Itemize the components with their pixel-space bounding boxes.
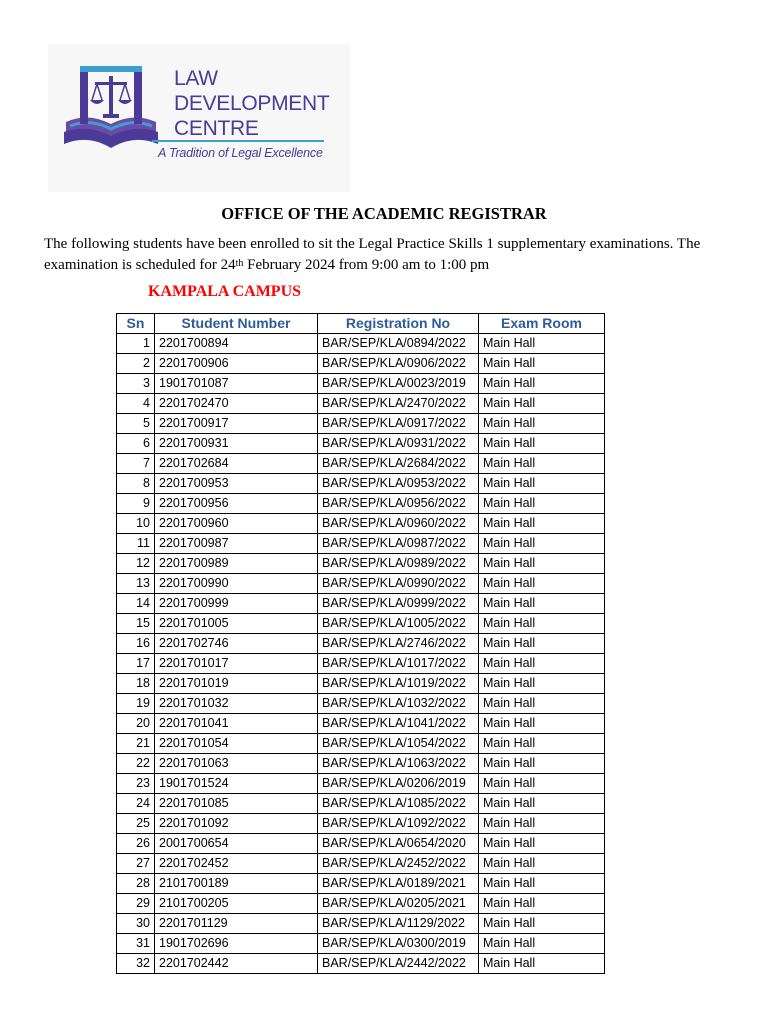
cell-exam-room: Main Hall xyxy=(479,794,605,814)
cell-student-number: 2201700999 xyxy=(155,594,318,614)
cell-sn: 24 xyxy=(117,794,155,814)
cell-student-number: 2101700189 xyxy=(155,874,318,894)
cell-registration-no: BAR/SEP/KLA/1032/2022 xyxy=(318,694,479,714)
table-row xyxy=(117,934,605,954)
cell-exam-room: Main Hall xyxy=(479,914,605,934)
cell-student-number: 2201701054 xyxy=(155,734,318,754)
table-row xyxy=(117,834,605,854)
cell-exam-room: Main Hall xyxy=(479,934,605,954)
table-row xyxy=(117,554,605,574)
cell-registration-no: BAR/SEP/KLA/1017/2022 xyxy=(318,654,479,674)
cell-sn: 19 xyxy=(117,694,155,714)
students-table xyxy=(116,313,605,974)
cell-registration-no: BAR/SEP/KLA/1019/2022 xyxy=(318,674,479,694)
cell-exam-room: Main Hall xyxy=(479,434,605,454)
cell-exam-room: Main Hall xyxy=(479,414,605,434)
scales-of-justice-icon xyxy=(62,62,160,152)
cell-registration-no: BAR/SEP/KLA/1129/2022 xyxy=(318,914,479,934)
table-row xyxy=(117,814,605,834)
logo-line-3: CENTRE xyxy=(174,117,259,140)
table-row xyxy=(117,694,605,714)
cell-sn: 29 xyxy=(117,894,155,914)
table-row xyxy=(117,674,605,694)
cell-sn: 17 xyxy=(117,654,155,674)
cell-sn: 16 xyxy=(117,634,155,654)
table-row xyxy=(117,374,605,394)
cell-sn: 3 xyxy=(117,374,155,394)
logo xyxy=(48,44,350,192)
cell-registration-no: BAR/SEP/KLA/2684/2022 xyxy=(318,454,479,474)
table-row xyxy=(117,854,605,874)
cell-registration-no: BAR/SEP/KLA/0300/2019 xyxy=(318,934,479,954)
cell-sn: 25 xyxy=(117,814,155,834)
cell-exam-room: Main Hall xyxy=(479,734,605,754)
cell-exam-room: Main Hall xyxy=(479,714,605,734)
cell-exam-room: Main Hall xyxy=(479,614,605,634)
table-row xyxy=(117,334,605,354)
table-row xyxy=(117,594,605,614)
cell-sn: 27 xyxy=(117,854,155,874)
cell-student-number: 2201701019 xyxy=(155,674,318,694)
cell-registration-no: BAR/SEP/KLA/2452/2022 xyxy=(318,854,479,874)
table-row xyxy=(117,574,605,594)
cell-exam-room: Main Hall xyxy=(479,694,605,714)
cell-student-number: 2201700956 xyxy=(155,494,318,514)
cell-registration-no: BAR/SEP/KLA/0999/2022 xyxy=(318,594,479,614)
cell-student-number: 2201702684 xyxy=(155,454,318,474)
cell-exam-room: Main Hall xyxy=(479,774,605,794)
cell-student-number: 1901701087 xyxy=(155,374,318,394)
cell-student-number: 2201702442 xyxy=(155,954,318,974)
table-row xyxy=(117,774,605,794)
cell-sn: 28 xyxy=(117,874,155,894)
cell-sn: 30 xyxy=(117,914,155,934)
header-exam-room: Exam Room xyxy=(479,314,605,334)
header-registration-no: Registration No xyxy=(318,314,479,334)
cell-student-number: 2001700654 xyxy=(155,834,318,854)
table-row xyxy=(117,614,605,634)
cell-registration-no: BAR/SEP/KLA/0206/2019 xyxy=(318,774,479,794)
table-header-row xyxy=(117,314,605,334)
cell-student-number: 2201700960 xyxy=(155,514,318,534)
table-row xyxy=(117,914,605,934)
logo-line-2: DEVELOPMENT xyxy=(174,92,330,115)
cell-sn: 5 xyxy=(117,414,155,434)
cell-sn: 21 xyxy=(117,734,155,754)
cell-student-number: 2201701032 xyxy=(155,694,318,714)
logo-divider xyxy=(152,140,324,142)
cell-sn: 9 xyxy=(117,494,155,514)
cell-exam-room: Main Hall xyxy=(479,754,605,774)
cell-exam-room: Main Hall xyxy=(479,854,605,874)
cell-sn: 14 xyxy=(117,594,155,614)
cell-student-number: 2101700205 xyxy=(155,894,318,914)
cell-sn: 10 xyxy=(117,514,155,534)
cell-student-number: 2201702746 xyxy=(155,634,318,654)
cell-registration-no: BAR/SEP/KLA/0931/2022 xyxy=(318,434,479,454)
cell-registration-no: BAR/SEP/KLA/2470/2022 xyxy=(318,394,479,414)
cell-exam-room: Main Hall xyxy=(479,814,605,834)
cell-sn: 26 xyxy=(117,834,155,854)
cell-registration-no: BAR/SEP/KLA/0987/2022 xyxy=(318,534,479,554)
table-row xyxy=(117,794,605,814)
cell-student-number: 2201700987 xyxy=(155,534,318,554)
table-row xyxy=(117,454,605,474)
cell-sn: 8 xyxy=(117,474,155,494)
cell-exam-room: Main Hall xyxy=(479,954,605,974)
header-student-number: Student Number xyxy=(155,314,318,334)
cell-exam-room: Main Hall xyxy=(479,634,605,654)
table-row xyxy=(117,394,605,414)
cell-sn: 32 xyxy=(117,954,155,974)
cell-student-number: 2201701092 xyxy=(155,814,318,834)
logo-tagline: A Tradition of Legal Excellence xyxy=(158,146,323,160)
cell-registration-no: BAR/SEP/KLA/0654/2020 xyxy=(318,834,479,854)
table-row xyxy=(117,514,605,534)
cell-exam-room: Main Hall xyxy=(479,494,605,514)
cell-student-number: 2201701017 xyxy=(155,654,318,674)
cell-registration-no: BAR/SEP/KLA/0906/2022 xyxy=(318,354,479,374)
cell-exam-room: Main Hall xyxy=(479,594,605,614)
header-sn: Sn xyxy=(117,314,155,334)
office-title: OFFICE OF THE ACADEMIC REGISTRAR xyxy=(221,204,547,223)
table-row xyxy=(117,894,605,914)
cell-sn: 22 xyxy=(117,754,155,774)
cell-registration-no: BAR/SEP/KLA/1041/2022 xyxy=(318,714,479,734)
cell-sn: 13 xyxy=(117,574,155,594)
cell-student-number: 2201700894 xyxy=(155,334,318,354)
cell-registration-no: BAR/SEP/KLA/0189/2021 xyxy=(318,874,479,894)
cell-registration-no: BAR/SEP/KLA/0960/2022 xyxy=(318,514,479,534)
intro-superscript: th xyxy=(235,258,244,269)
cell-exam-room: Main Hall xyxy=(479,334,605,354)
cell-exam-room: Main Hall xyxy=(479,454,605,474)
table-body xyxy=(117,334,605,974)
cell-registration-no: BAR/SEP/KLA/1085/2022 xyxy=(318,794,479,814)
intro-text-1: The following students have been enrolled to sit the Legal Practice Skills 1 supplementary examinations. The examination is scheduled for 24 xyxy=(44,236,701,273)
table-row xyxy=(117,654,605,674)
cell-student-number: 2201701129 xyxy=(155,914,318,934)
cell-student-number: 1901702696 xyxy=(155,934,318,954)
intro-text-2: February 2024 from 9:00 am to 1:00 pm xyxy=(243,257,490,273)
table-row xyxy=(117,874,605,894)
cell-student-number: 2201701063 xyxy=(155,754,318,774)
table-row xyxy=(117,494,605,514)
cell-student-number: 2201700989 xyxy=(155,554,318,574)
cell-exam-room: Main Hall xyxy=(479,674,605,694)
intro-paragraph xyxy=(44,234,724,276)
cell-student-number: 2201701005 xyxy=(155,614,318,634)
cell-exam-room: Main Hall xyxy=(479,574,605,594)
cell-registration-no: BAR/SEP/KLA/1092/2022 xyxy=(318,814,479,834)
cell-sn: 18 xyxy=(117,674,155,694)
cell-sn: 31 xyxy=(117,934,155,954)
cell-exam-room: Main Hall xyxy=(479,834,605,854)
cell-registration-no: BAR/SEP/KLA/0953/2022 xyxy=(318,474,479,494)
cell-registration-no: BAR/SEP/KLA/1063/2022 xyxy=(318,754,479,774)
cell-registration-no: BAR/SEP/KLA/0023/2019 xyxy=(318,374,479,394)
table-row xyxy=(117,534,605,554)
cell-sn: 20 xyxy=(117,714,155,734)
cell-sn: 7 xyxy=(117,454,155,474)
table-row xyxy=(117,634,605,654)
cell-registration-no: BAR/SEP/KLA/0956/2022 xyxy=(318,494,479,514)
table-row xyxy=(117,414,605,434)
cell-sn: 15 xyxy=(117,614,155,634)
cell-exam-room: Main Hall xyxy=(479,554,605,574)
cell-exam-room: Main Hall xyxy=(479,374,605,394)
cell-student-number: 2201702470 xyxy=(155,394,318,414)
cell-sn: 12 xyxy=(117,554,155,574)
campus-heading: KAMPALA CAMPUS xyxy=(148,283,302,300)
table-row xyxy=(117,714,605,734)
table-row xyxy=(117,754,605,774)
table-row xyxy=(117,734,605,754)
cell-registration-no: BAR/SEP/KLA/2746/2022 xyxy=(318,634,479,654)
cell-student-number: 2201700906 xyxy=(155,354,318,374)
cell-sn: 23 xyxy=(117,774,155,794)
cell-sn: 6 xyxy=(117,434,155,454)
cell-student-number: 1901701524 xyxy=(155,774,318,794)
cell-student-number: 2201700931 xyxy=(155,434,318,454)
cell-exam-room: Main Hall xyxy=(479,534,605,554)
cell-exam-room: Main Hall xyxy=(479,894,605,914)
cell-student-number: 2201701041 xyxy=(155,714,318,734)
cell-registration-no: BAR/SEP/KLA/0205/2021 xyxy=(318,894,479,914)
cell-student-number: 2201700953 xyxy=(155,474,318,494)
cell-registration-no: BAR/SEP/KLA/0917/2022 xyxy=(318,414,479,434)
cell-exam-room: Main Hall xyxy=(479,874,605,894)
cell-exam-room: Main Hall xyxy=(479,354,605,374)
cell-registration-no: BAR/SEP/KLA/2442/2022 xyxy=(318,954,479,974)
cell-registration-no: BAR/SEP/KLA/0894/2022 xyxy=(318,334,479,354)
cell-sn: 4 xyxy=(117,394,155,414)
table-row xyxy=(117,474,605,494)
table-row xyxy=(117,954,605,974)
table-row xyxy=(117,434,605,454)
cell-student-number: 2201702452 xyxy=(155,854,318,874)
cell-registration-no: BAR/SEP/KLA/1054/2022 xyxy=(318,734,479,754)
cell-sn: 11 xyxy=(117,534,155,554)
logo-wordmark xyxy=(174,66,329,141)
cell-registration-no: BAR/SEP/KLA/0990/2022 xyxy=(318,574,479,594)
cell-student-number: 2201700990 xyxy=(155,574,318,594)
cell-student-number: 2201700917 xyxy=(155,414,318,434)
cell-student-number: 2201701085 xyxy=(155,794,318,814)
cell-sn: 1 xyxy=(117,334,155,354)
cell-registration-no: BAR/SEP/KLA/0989/2022 xyxy=(318,554,479,574)
logo-line-1: LAW xyxy=(174,67,218,90)
cell-exam-room: Main Hall xyxy=(479,474,605,494)
cell-exam-room: Main Hall xyxy=(479,394,605,414)
cell-exam-room: Main Hall xyxy=(479,654,605,674)
cell-sn: 2 xyxy=(117,354,155,374)
cell-registration-no: BAR/SEP/KLA/1005/2022 xyxy=(318,614,479,634)
table-row xyxy=(117,354,605,374)
cell-exam-room: Main Hall xyxy=(479,514,605,534)
